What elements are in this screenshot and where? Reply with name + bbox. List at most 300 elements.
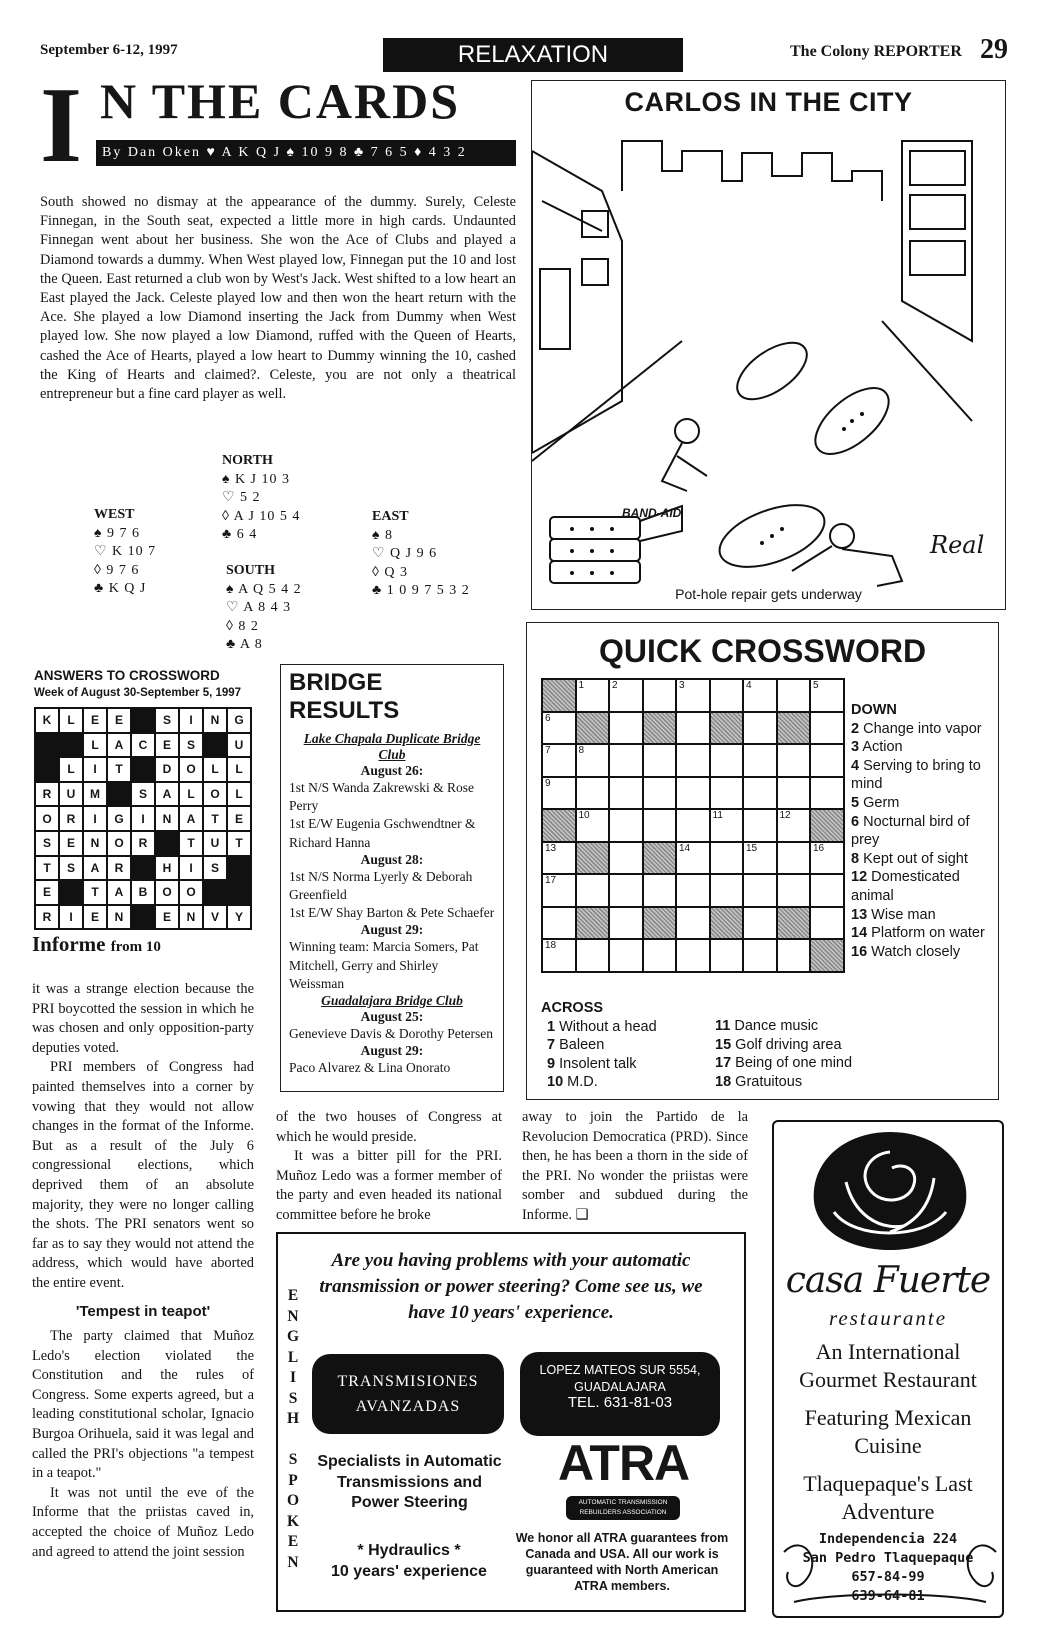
suit-diamonds: ◊ 9 7 6 [94, 562, 140, 578]
clue-number: 14 [679, 842, 691, 854]
answer-cell: T [35, 856, 59, 881]
crossword-cell[interactable] [609, 744, 643, 777]
answer-cell: S [59, 856, 83, 881]
crossword-cell[interactable] [576, 874, 610, 907]
crossword-cell[interactable] [576, 777, 610, 810]
suit-spades: ♠ K J 10 3 [222, 471, 290, 487]
clue-number: 4 [851, 757, 860, 774]
clue-item [851, 906, 1001, 925]
answer-cell: L [179, 782, 203, 807]
clue-number: 12 [779, 810, 791, 821]
restaurant-address [774, 1530, 1002, 1606]
clue-number: 13 [851, 906, 868, 923]
answer-cell: A [83, 856, 107, 881]
answer-black-cell [203, 880, 227, 905]
answer-cell: E [83, 708, 107, 733]
crossword-cell[interactable] [710, 809, 744, 842]
answer-cell: T [83, 880, 107, 905]
suit-diamonds: ◊ Q 3 [372, 564, 409, 580]
crossword-cell[interactable] [643, 744, 677, 777]
answer-black-cell [155, 831, 179, 856]
vertical-letter: S [288, 1451, 298, 1468]
answer-cell: M [83, 782, 107, 807]
clue-text: Kept out of sight [863, 850, 968, 867]
result-date: August 26: [360, 763, 424, 778]
clue-number: 17 [545, 875, 557, 886]
result-line: 1st N/S Norma Lyerly & Deborah Greenfield [289, 868, 473, 903]
answer-black-cell [107, 782, 131, 807]
crossword-black-cell [643, 712, 677, 745]
crossword-cell[interactable] [777, 809, 811, 842]
clue-text: Nocturnal bird of prey [851, 813, 970, 849]
clue-text: Action [862, 739, 903, 756]
result-date: August 28: [360, 851, 424, 867]
crossword-cell[interactable] [676, 842, 710, 875]
crossword-black-cell [643, 907, 677, 940]
informe-column-1 [32, 980, 254, 1562]
restaurant-ad [772, 1120, 1004, 1618]
crossword-cell[interactable] [542, 939, 576, 972]
hand-label: EAST [372, 509, 409, 524]
suit-spades: ♠ 9 7 6 [94, 525, 140, 541]
issue-date: September 6-12, 1997 [40, 42, 178, 58]
drop-cap: I [40, 66, 83, 185]
clue-item [541, 1055, 721, 1074]
crossword-black-cell [576, 907, 610, 940]
result-date: August 29: [360, 1043, 424, 1059]
hand-west [94, 506, 156, 599]
clue-number: 11 [712, 810, 723, 821]
answer-cell: N [155, 806, 179, 831]
section-banner: RELAXATION [383, 38, 683, 72]
answer-cell: B [131, 880, 155, 905]
clue-text: Serving to bring to mind [851, 757, 981, 793]
clue-text: Dance music [734, 1018, 819, 1034]
answer-cell: A [155, 782, 179, 807]
answer-cell: I [179, 856, 203, 881]
answer-cell: G [107, 806, 131, 831]
clue-item [851, 720, 1001, 739]
crossword-cell[interactable] [777, 842, 811, 875]
byline-bar: By Dan Oken ♥ A K Q J ♠ 10 9 8 ♣ 7 6 5 ♦ 4 3 2 [96, 140, 516, 166]
address-city: San Pedro Tlaquepaque [802, 1550, 974, 1566]
crossword-cell[interactable] [710, 744, 744, 777]
crossword-cell[interactable] [710, 777, 744, 810]
crossword-cell[interactable] [710, 679, 744, 712]
across-clues-continued [715, 1017, 905, 1091]
answer-cell: I [131, 806, 155, 831]
crossword-cell[interactable] [676, 744, 710, 777]
bandaid-label: BAND-AID [622, 506, 682, 520]
atra-logo-text: ATRA [558, 1435, 690, 1491]
crossword-cell[interactable] [810, 712, 844, 745]
crossword-cell[interactable] [676, 679, 710, 712]
answer-cell: U [203, 831, 227, 856]
crossword-cell[interactable] [609, 809, 643, 842]
suit-spades: ♠ A Q 5 4 2 [226, 581, 302, 597]
hand-label: SOUTH [226, 563, 276, 578]
answer-cell: O [107, 831, 131, 856]
answer-cell: S [155, 708, 179, 733]
clue-number: 2 [612, 680, 618, 691]
clue-number: 15 [746, 842, 758, 854]
specialty-text: Specialists in Automatic Transmissions and Power Steering [317, 1453, 502, 1511]
answer-cell: R [35, 782, 59, 807]
answer-cell: L [59, 708, 83, 733]
suit-hearts: ♡ Q J 9 6 [372, 546, 438, 561]
vertical-letter: N [287, 1307, 299, 1325]
clue-text: Gratuitous [735, 1073, 803, 1090]
answer-cell: A [179, 806, 203, 831]
crossword-cell[interactable] [542, 777, 576, 810]
crossword-cell[interactable] [676, 809, 710, 842]
answer-black-cell [131, 708, 155, 733]
phone-number: 639-64-81 [851, 1588, 925, 1604]
answer-cell: L [227, 757, 251, 782]
clue-number: 14 [851, 925, 868, 942]
logo-sub-line: AUTOMATIC TRANSMISSION [578, 1499, 668, 1506]
crossword-cell[interactable] [676, 907, 710, 940]
informe-from: from 10 [110, 939, 161, 955]
cartoon-caption: Pot-hole repair gets underway [675, 586, 862, 602]
club-name: Guadalajara Bridge Club [321, 993, 463, 1009]
answer-cell: T [107, 757, 131, 782]
answer-cell: O [203, 782, 227, 807]
answer-cell: L [227, 782, 251, 807]
crossword-cell[interactable] [810, 907, 844, 940]
experience-line: 10 years' experience [331, 1563, 487, 1580]
newspaper-name: The Colony REPORTER [790, 43, 962, 60]
crossword-black-cell [576, 842, 610, 875]
article-paragraph: It was a bitter pill for the PRI. Muñoz Ledo was a former member of the party and even headed its national committee before he broke [276, 1148, 502, 1223]
answer-cell: U [59, 782, 83, 807]
crossword-cell[interactable] [777, 777, 811, 810]
crossword-cell[interactable] [609, 712, 643, 745]
crossword-cell[interactable] [810, 874, 844, 907]
informe-column-3 [522, 1108, 748, 1226]
clue-number: 8 [578, 745, 585, 756]
answer-cell: I [179, 708, 203, 733]
clue-item [715, 1017, 905, 1036]
tagline-line: Cuisine [854, 1433, 922, 1458]
hand-label: WEST [94, 507, 135, 522]
vertical-letter: S [288, 1389, 298, 1407]
answer-black-cell [131, 856, 155, 881]
clue-number: 15 [715, 1036, 732, 1053]
clue-number: 7 [545, 745, 551, 756]
clue-item [715, 1036, 905, 1055]
hydraulics-text [304, 1540, 514, 1582]
restaurant-name: casa Fuerte [785, 1260, 991, 1301]
suit-clubs: ♣ 6 4 [222, 527, 258, 542]
clue-number: 18 [545, 940, 557, 951]
article-paragraph: it was a strange election because the PRI boycotted the session in which he was chosen and only opposition-party deputies voted. [32, 981, 254, 1056]
clue-item [851, 850, 1001, 869]
crossword-cell[interactable] [810, 777, 844, 810]
cartoon-title: CARLOS IN THE CITY [624, 87, 913, 117]
clue-number: 12 [851, 869, 868, 886]
phone-number: 657-84-99 [851, 1569, 925, 1585]
result-line: Winning team: Marcia Somers, Pat Mitchell, Gerry and Shirley Weissman [289, 939, 479, 991]
crossword-cell[interactable] [777, 939, 811, 972]
answer-cell: N [203, 708, 227, 733]
suit-spades: ♠ 8 [372, 527, 393, 543]
clue-text: Baleen [559, 1037, 605, 1054]
clue-number: 1 [578, 680, 585, 691]
clue-number: 16 [851, 943, 868, 960]
crossword-cell[interactable] [542, 907, 576, 940]
suit-hearts: ♡ A 8 4 3 [226, 600, 292, 615]
bridge-results-title: BRIDGE RESULTS [289, 669, 400, 724]
crossword-cell[interactable] [609, 679, 643, 712]
crossword-cell[interactable] [743, 907, 777, 940]
business-address [520, 1352, 720, 1436]
crossword-cell[interactable] [743, 679, 777, 712]
clue-number: 5 [851, 794, 860, 811]
crossword-cell[interactable] [743, 777, 777, 810]
answer-cell: T [179, 831, 203, 856]
clue-item [541, 1036, 721, 1055]
clue-item [541, 1073, 721, 1092]
clue-number: 11 [715, 1018, 731, 1034]
crossword-cell[interactable] [576, 939, 610, 972]
hand-north [222, 452, 300, 545]
result-line: 1st E/W Eugenia Gschwendtner & Richard Hanna [289, 816, 476, 850]
crossword-cell[interactable] [676, 939, 710, 972]
answers-week: Week of August 30-September 5, 1997 [34, 687, 242, 699]
vertical-letter: G [286, 1328, 300, 1345]
clue-number: 9 [547, 1055, 556, 1072]
crossword-cell[interactable] [576, 679, 610, 712]
transmission-ad [276, 1232, 746, 1612]
crossword-cell[interactable] [576, 809, 610, 842]
bridge-results-box [280, 664, 504, 1092]
clue-number: 13 [545, 842, 557, 854]
answer-black-cell [59, 733, 83, 758]
clue-number: 10 [578, 810, 590, 821]
answer-cell: N [179, 905, 203, 930]
crossword-cell[interactable] [643, 777, 677, 810]
answer-cell: H [155, 856, 179, 881]
clue-number: 6 [851, 813, 860, 830]
down-heading: DOWN [851, 702, 897, 718]
tagline-line: Featuring Mexican [804, 1405, 972, 1430]
vertical-letter: E [287, 1533, 299, 1550]
clue-text: Without a head [559, 1018, 657, 1035]
clue-number: 4 [746, 680, 752, 691]
clue-text: Germ [863, 794, 900, 811]
crossword-black-cell [643, 842, 677, 875]
crossword-black-cell [777, 712, 811, 745]
clue-number: 3 [679, 680, 685, 691]
suit-clubs: ♣ A 8 [226, 637, 263, 652]
clue-item [851, 943, 1001, 962]
crossword-cell[interactable] [609, 874, 643, 907]
answer-cell: E [155, 733, 179, 758]
crossword-cell[interactable] [743, 744, 777, 777]
clue-number: 16 [813, 842, 825, 854]
club-name: Lake Chapala Duplicate Bridge Club [303, 731, 481, 762]
answer-cell: A [107, 880, 131, 905]
address-line: LOPEZ MATEOS SUR 5554, [539, 1363, 701, 1377]
clue-text: Change into vapor [863, 720, 982, 737]
suit-diamonds: ◊ A J 10 5 4 [222, 508, 301, 524]
crossword-cell[interactable] [542, 744, 576, 777]
cartoon-panel [531, 80, 1006, 610]
crossword-cell[interactable] [609, 842, 643, 875]
crossword-cell[interactable] [643, 939, 677, 972]
hand-east [372, 508, 470, 601]
crossword-cell[interactable] [643, 874, 677, 907]
clue-text: Watch closely [871, 943, 961, 960]
crossword-cell[interactable] [743, 874, 777, 907]
vertical-letter: P [288, 1471, 298, 1489]
clue-item [851, 868, 1001, 905]
crossword-cell[interactable] [777, 679, 811, 712]
business-name-line: AVANZADAS [355, 1398, 461, 1415]
clue-number: 7 [547, 1037, 556, 1054]
crossword-black-cell [542, 809, 576, 842]
crossword-cell[interactable] [609, 907, 643, 940]
business-name-line: TRANSMISIONES [337, 1373, 479, 1390]
clue-item [851, 757, 1001, 794]
crossword-cell[interactable] [710, 939, 744, 972]
article-paragraph: of the two houses of Congress at which he would preside. [276, 1109, 502, 1145]
across-clues [541, 999, 721, 1092]
informe-title: Informe [32, 932, 106, 956]
crossword-cell[interactable] [542, 842, 576, 875]
tagline-line: Adventure [841, 1499, 935, 1524]
clue-text: Domesticated animal [851, 869, 960, 904]
clue-text: Being of one mind [735, 1055, 853, 1072]
phone-number: TEL. 631-81-03 [567, 1394, 673, 1411]
vertical-letter: N [287, 1553, 299, 1571]
crossword-black-cell [710, 712, 744, 745]
answers-grid [34, 707, 252, 930]
crossword-cell[interactable] [576, 744, 610, 777]
address-city: GUADALAJARA [574, 1379, 666, 1394]
crossword-cell[interactable] [810, 679, 844, 712]
clue-item [715, 1073, 905, 1092]
crossword-cell[interactable] [609, 777, 643, 810]
crossword-cell[interactable] [676, 712, 710, 745]
clue-item [541, 1018, 721, 1037]
clue-number: 18 [715, 1073, 732, 1090]
answer-cell: K [35, 708, 59, 733]
answer-cell: G [227, 708, 251, 733]
suit-hearts: ♡ K 10 7 [94, 544, 157, 559]
answer-cell: E [35, 880, 59, 905]
vertical-letter: H [286, 1410, 300, 1427]
crossword-cell[interactable] [743, 712, 777, 745]
crossword-cell[interactable] [777, 744, 811, 777]
crossword-cell[interactable] [542, 712, 576, 745]
atra-guarantee-text: We honor all ATRA guarantees from Canada and USA. All our work is guaranteed with North American ATRA members. [515, 1531, 729, 1593]
answer-cell: E [155, 905, 179, 930]
crossword-cell[interactable] [777, 874, 811, 907]
result-line: 1st E/W Shay Barton & Pete Schaefer [289, 905, 495, 921]
result-line: Paco Alvarez & Lina Onorato [289, 1060, 451, 1076]
article-paragraph: It was not until the eve of the Informe that the priistas caved in, accepted the choice of Muñoz Ledo and agreed to attend the joint session [32, 1484, 254, 1560]
crossword-cell[interactable] [810, 842, 844, 875]
answer-cell: S [203, 856, 227, 881]
article-paragraph: PRI members of Congress had painted themselves into a corner by vowing that they would not allow changes in the format of the Informe. But as a result of the July 6 congressional elections, which deprived them of an absolute majority, they were no longer calling the shots. The PRI senators went so far as to say they would not attend the address, which would have aborted the entire event. [32, 1059, 254, 1291]
answer-cell: C [131, 733, 155, 758]
answer-cell: O [155, 880, 179, 905]
crossword-cell[interactable] [743, 809, 777, 842]
logo-sub-line: REBUILDERS ASSOCIATION [579, 1509, 667, 1516]
answer-black-cell [203, 733, 227, 758]
address-line: Independencia 224 [818, 1531, 958, 1547]
vertical-letter: E [287, 1287, 299, 1304]
result-date: August 25: [360, 1009, 424, 1025]
crossword-cell[interactable] [676, 777, 710, 810]
clue-text: Insolent talk [559, 1055, 637, 1072]
crossword-cell[interactable] [743, 939, 777, 972]
down-clues [851, 701, 1001, 961]
answer-black-cell [131, 757, 155, 782]
across-heading: ACROSS [541, 1000, 604, 1016]
crossword-cell[interactable] [643, 809, 677, 842]
answer-cell: I [83, 757, 107, 782]
clue-number: 5 [813, 680, 819, 691]
answer-black-cell [227, 880, 251, 905]
crossword-cell[interactable] [810, 744, 844, 777]
answer-cell: U [227, 733, 251, 758]
crossword-black-cell [576, 712, 610, 745]
vertical-letter: O [286, 1492, 300, 1509]
answer-cell: R [131, 831, 155, 856]
business-name [312, 1354, 504, 1434]
answer-cell: O [35, 806, 59, 831]
crossword-cell[interactable] [676, 874, 710, 907]
clue-number: 2 [851, 720, 860, 737]
answer-cell: L [83, 733, 107, 758]
answer-cell: I [83, 806, 107, 831]
crossword-black-cell [710, 907, 744, 940]
crossword-cell[interactable] [643, 679, 677, 712]
answer-cell: V [203, 905, 227, 930]
crossword-cell[interactable] [609, 939, 643, 972]
answer-cell: N [83, 831, 107, 856]
clue-text: Platform on water [871, 925, 985, 942]
result-line: Genevieve Davis & Dorothy Petersen [289, 1026, 493, 1042]
answer-cell: O [179, 757, 203, 782]
clue-item [851, 738, 1001, 757]
atra-logo-subtitle [566, 1496, 680, 1520]
informe-column-2 [276, 1108, 502, 1226]
answer-cell: E [107, 708, 131, 733]
clue-number: 3 [851, 739, 860, 756]
answer-cell: D [155, 757, 179, 782]
crossword-cell[interactable] [710, 842, 744, 875]
crossword-cell[interactable] [743, 842, 777, 875]
suit-hearts: ♡ 5 2 [222, 490, 261, 505]
crossword-grid [541, 678, 845, 973]
crossword-cell[interactable] [542, 874, 576, 907]
answer-cell: T [203, 806, 227, 831]
clue-item [851, 813, 1001, 850]
vertical-letter: L [287, 1348, 299, 1366]
suit-diamonds: ◊ 8 2 [226, 618, 259, 634]
answer-cell: R [107, 856, 131, 881]
quick-crossword-panel [526, 622, 999, 1100]
crossword-cell[interactable] [710, 874, 744, 907]
restaurant-subtitle: restaurante [828, 1306, 948, 1330]
answer-cell: L [203, 757, 227, 782]
clue-item [851, 924, 1001, 943]
hand-south [226, 562, 302, 655]
